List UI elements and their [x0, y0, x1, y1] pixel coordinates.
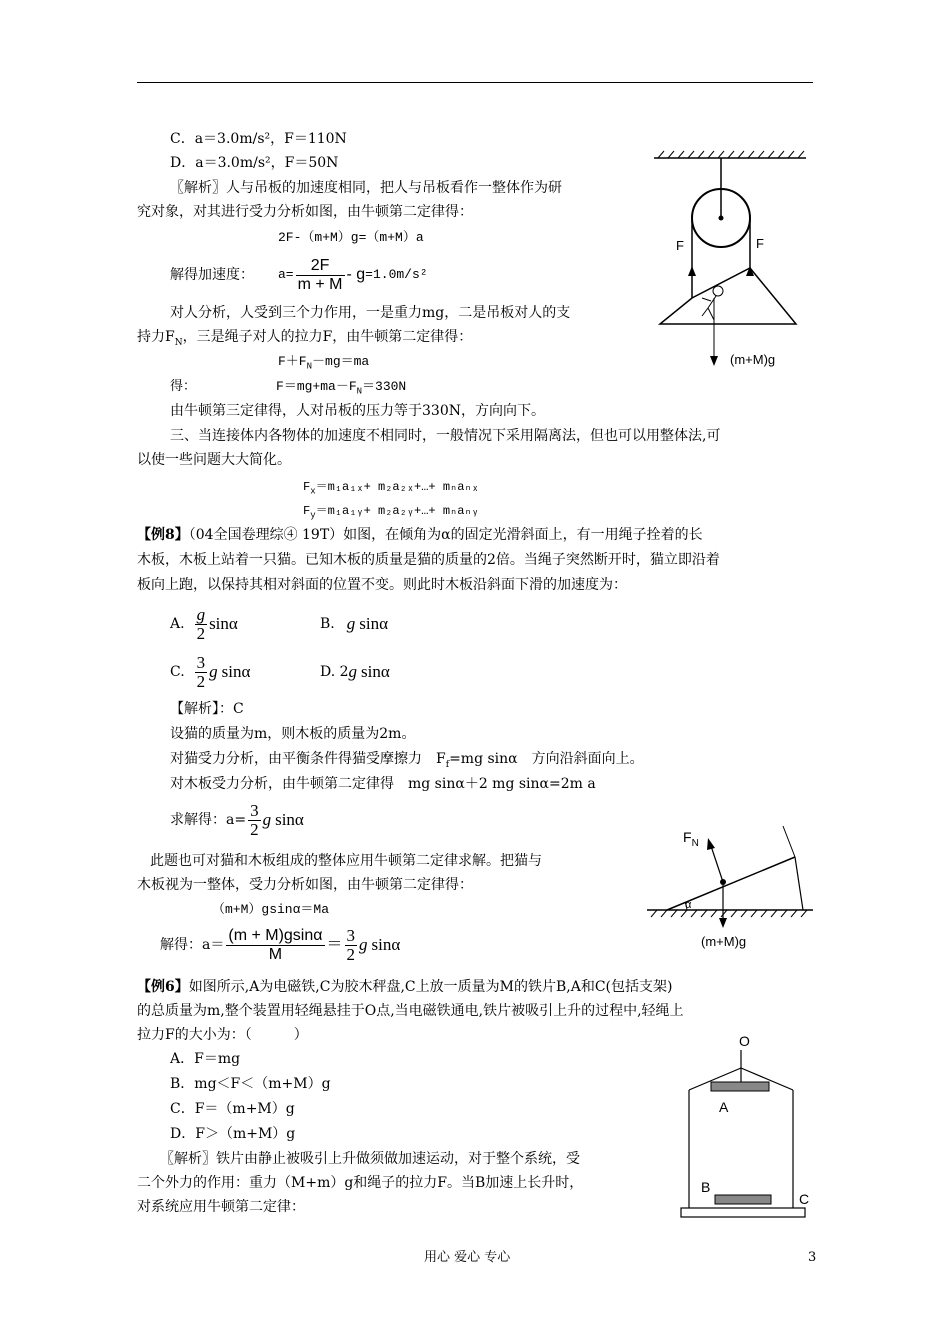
analysis-1-line-2: 究对象，对其进行受力分析如图，由牛顿第二定律得： — [137, 204, 473, 220]
analysis-2-label: 【解析】：C — [170, 701, 244, 717]
paragraph-6-line-2: 木板视为一整体，受力分析如图，由牛顿第二定律得： — [137, 877, 473, 893]
analysis-2-line-2: 对猫受力分析，由平衡条件得猫受摩擦力 $F_f=mg$ sinα 方向沿斜面向上。 — [170, 751, 644, 770]
option-d: D. 2 g sinα — [320, 662, 390, 681]
example-6-line-3: 拉力F的大小为：（ ） — [137, 1027, 308, 1043]
fig2-weight-label: (m+M)g — [701, 934, 747, 949]
analysis-2-result: 求解得：a= $\frac{3}{2}$ g sinα — [170, 800, 304, 839]
fig1-force-left-label: F — [676, 238, 684, 253]
equation-7: （m+M）gsinα＝Ma — [212, 902, 330, 917]
paragraph-4: 由牛顿第三定律得，人对吊板的压力等于330N，方向向下。 — [170, 403, 545, 419]
page-number: 3 — [808, 1250, 817, 1265]
option-d-top: D．a＝3.0m/s²，F＝50N — [170, 155, 339, 171]
fig3-b-label: B — [701, 1179, 711, 1195]
fig3-a-label: A — [719, 1099, 729, 1115]
equation-1: 2F-（m+M）g=（m+M）a — [278, 230, 424, 245]
equation-3: $F+F_N-mg=ma$ — [278, 354, 370, 372]
electromagnet-diagram — [675, 1030, 815, 1225]
analysis-3-line-3: 对系统应用牛顿第二定律： — [137, 1199, 305, 1215]
analysis-1-line-1: 〖解析〗人与吊板的加速度相同，把人与吊板看作一整体作为研 — [170, 180, 562, 196]
header-rule — [137, 82, 813, 83]
example-6-line-2: 的总质量为m,整个装置用轻绳悬挂于O点,当电磁铁通电,铁片被吸引上升的过程中,轻绳上 — [137, 1003, 684, 1019]
example-6-line-1: 【例6】如图所示,A为电磁铁,C为胶木秤盘,C上放一质量为M的铁片B,A和C(包括支架) — [137, 979, 673, 995]
example-8-line-3: 板向上跑，以保持其相对斜面的位置不变。则此时木板沿斜面下滑的加速度为： — [137, 577, 627, 593]
fig2-normal-label: $F_N$ — [683, 829, 699, 849]
option-b: B. g sinα — [320, 614, 388, 633]
analysis-3-line-2: 二个外力的作用：重力（M+m）g和绳子的拉力F。当B加速上长升时， — [137, 1175, 584, 1191]
pulley-diagram — [648, 148, 808, 370]
example-8-line-2: 木板，木板上站着一只猫。已知木板的质量是猫的质量的2倍。当绳子突然断开时，猫立即沿着 — [137, 552, 720, 568]
fig1-weight-label: (m+M)g — [730, 352, 776, 367]
paragraph-5-line-2: 以使一些问题大大简化。 — [137, 452, 291, 468]
example-6-option-d: D．F＞（m+M）g — [170, 1126, 296, 1142]
paragraph-6-line-1: 此题也可对猫和木板组成的整体应用牛顿第二定律求解。把猫与 — [150, 853, 542, 869]
paragraph-3-line-1: 对人分析，人受到三个力作用，一是重力mg，二是吊板对人的支 — [170, 305, 571, 321]
analysis-3-line-1: 〖解析〗铁片由静止被吸引上升做须做加速运动，对于整个系统，受 — [160, 1151, 580, 1167]
fig3-c-label: C — [799, 1191, 810, 1207]
example-6-option-c: C．F＝（m+M）g — [170, 1101, 295, 1117]
example-6-option-b: B．mg＜F＜（m+M）g — [170, 1076, 331, 1092]
example-8-line-1: 【例8】（04全国卷理综④ 19T）如图，在倾角为α的固定光滑斜面上，有一用绳子拴着的长 — [137, 527, 703, 543]
analysis-2-line-3: 对木板受力分析，由牛顿第二定律得 mg sinα＋2 mg sinα=2m a — [170, 776, 596, 792]
incline-diagram — [645, 822, 815, 952]
option-a: A. $\frac{g}{2}$ sinα — [170, 604, 238, 643]
equation-8: 解得：a＝ $\frac{(m + M)gsin\alpha}{M}$ ＝ $\frac{3}{2}$ g sinα — [160, 925, 401, 964]
analysis-2-line-1: 设猫的质量为m，则木板的质量为2m。 — [170, 726, 416, 742]
equation-4: 得： $F=mg+ma-F_N=330N$ — [170, 379, 407, 397]
equation-6: $F_y=m_1a_1ᵧ+$ m₂a₂ᵧ+…+ mₙaₙᵧ — [303, 504, 479, 521]
option-c: C. $\frac{3}{2}$ g sinα — [170, 652, 251, 691]
fig1-force-right-label: F — [756, 236, 764, 251]
equation-2: 解得加速度： a= $\frac{2F}{m + M}$ - g =1.0m/s² — [170, 256, 428, 293]
fig3-o-label: O — [739, 1033, 750, 1049]
paragraph-5-line-1: 三、当连接体内各物体的加速度不相同时，一般情况下采用隔离法，但也可以用整体法,可 — [170, 428, 721, 444]
example-6-option-a: A．F＝mg — [170, 1051, 241, 1067]
footer-text: 用心 爱心 专心 — [424, 1250, 511, 1265]
fig2-angle-label: α — [685, 899, 692, 911]
paragraph-3-line-2: 持力$F_N$，三是绳子对人的拉力F，由牛顿第二定律得： — [137, 329, 473, 348]
equation-5: $F_x=m_1a_{1x}+$ m₂a₂ₓ+…+ mₙaₙₓ — [303, 480, 479, 497]
option-c-top: C．a＝3.0m/s²，F＝110N — [170, 131, 347, 147]
